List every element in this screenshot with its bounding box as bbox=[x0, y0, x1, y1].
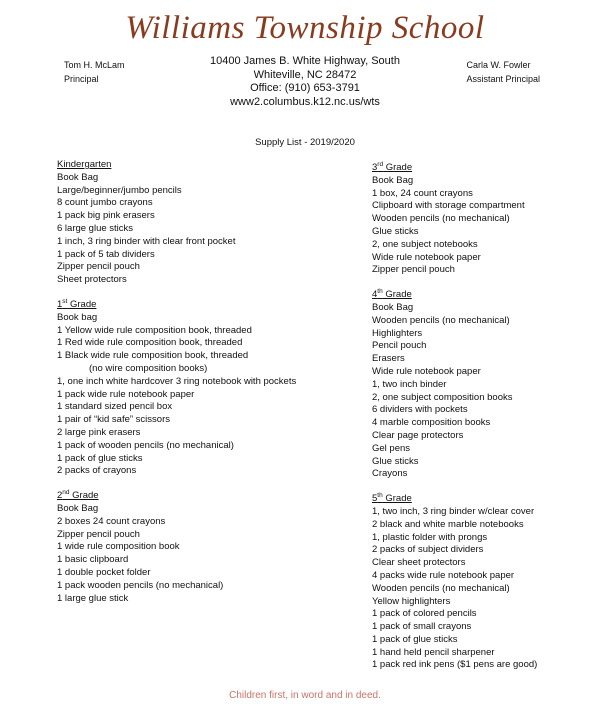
supply-item: Gel pens bbox=[372, 442, 411, 454]
first-grade-items bbox=[57, 312, 347, 478]
first-grade-section bbox=[57, 299, 347, 478]
supply-item: Highlighters bbox=[372, 327, 423, 339]
supply-item: 1 pack big pink erasers bbox=[57, 210, 155, 222]
supply-item: Wide rule notebook paper bbox=[372, 251, 481, 263]
supply-item: 1 pack of glue sticks bbox=[57, 452, 143, 464]
first-grade-heading: 1st Grade bbox=[57, 297, 97, 310]
supply-item: 2 packs of subject dividers bbox=[372, 544, 484, 556]
supply-item: 8 count jumbo crayons bbox=[57, 197, 153, 209]
second-grade-heading: 2nd Grade bbox=[57, 488, 99, 502]
supply-item: Glue sticks bbox=[372, 455, 419, 467]
supply-item: Crayons bbox=[372, 468, 408, 480]
supply-item: 1 hand held pencil sharpener bbox=[372, 646, 495, 658]
supply-item: Zipper pencil pouch bbox=[57, 528, 140, 540]
supply-item: 6 large glue sticks bbox=[57, 222, 134, 234]
supply-item: 1 inch, 3 ring binder with clear front pocket bbox=[57, 235, 236, 247]
supply-item: 1, one inch white hardcover 3 ring notebook with pockets bbox=[57, 375, 297, 387]
supply-item: 1, two inch binder bbox=[372, 378, 447, 390]
supply-item: 1 pack of colored pencils bbox=[372, 608, 477, 620]
supply-item: 1 large glue stick bbox=[57, 592, 129, 604]
supply-item: 1 pack wooden pencils (no mechanical) bbox=[57, 579, 224, 591]
supply-item: Large/beginner/jumbo pencils bbox=[57, 184, 182, 196]
supply-item: Clear sheet protectors bbox=[372, 557, 466, 569]
supply-item: Book Bag bbox=[57, 502, 99, 514]
kindergarten-items bbox=[57, 172, 347, 287]
supply-item: 1 Black wide rule composition book, threaded bbox=[57, 350, 249, 362]
supply-item: Book Bag bbox=[57, 171, 99, 183]
office-phone: Office: (910) 653-3791 bbox=[250, 82, 360, 94]
fourth-grade-heading: 4th Grade bbox=[372, 288, 412, 301]
kindergarten-section bbox=[57, 159, 347, 287]
supply-item: 1 pair of “kid safe” scissors bbox=[57, 414, 170, 426]
right-column bbox=[372, 162, 592, 684]
kindergarten-heading: Kindergarten bbox=[57, 159, 112, 170]
supply-item: Erasers bbox=[372, 353, 405, 365]
supply-item: 1 box, 24 count crayons bbox=[372, 187, 473, 199]
supply-item: 1 wide rule composition book bbox=[57, 541, 180, 553]
fourth-grade-section bbox=[372, 289, 592, 481]
supply-item: 2, one subject composition books bbox=[372, 391, 513, 403]
supply-item: 2 packs of crayons bbox=[57, 465, 137, 477]
supply-list-title: Supply List - 2019/2020 bbox=[255, 137, 355, 148]
fourth-grade-items bbox=[372, 302, 592, 481]
supply-item: 1 double pocket folder bbox=[57, 566, 151, 578]
supply-item: 1 basic clipboard bbox=[57, 554, 129, 566]
third-grade-items bbox=[372, 175, 592, 277]
supply-item: 1 standard sized pencil box bbox=[57, 401, 173, 413]
supply-item: 1, plastic folder with prongs bbox=[372, 531, 488, 543]
supply-item: Yellow highlighters bbox=[372, 595, 451, 607]
supply-item: Zipper pencil pouch bbox=[57, 261, 140, 273]
supply-item: Clipboard with storage compartment bbox=[372, 200, 525, 212]
supply-item: 1 pack of 5 tab dividers bbox=[57, 248, 155, 260]
fifth-grade-section bbox=[372, 493, 592, 672]
supply-item: 2 black and white marble notebooks bbox=[372, 518, 524, 530]
school-website: www2.columbus.k12.nc.us/wts bbox=[230, 95, 380, 108]
left-column bbox=[57, 159, 347, 617]
address-line2: Whiteville, NC 28472 bbox=[253, 68, 357, 81]
supply-item: Wooden pencils (no mechanical) bbox=[372, 213, 510, 225]
supply-item: Clear page protectors bbox=[372, 429, 464, 441]
address-line1: 10400 James B. White Highway, South bbox=[210, 55, 400, 67]
school-name: Williams Township School bbox=[125, 10, 485, 46]
supply-item: 1 pack of small crayons bbox=[372, 621, 472, 633]
supply-item: 2 large pink erasers bbox=[57, 426, 141, 438]
supply-item: 2, one subject notebooks bbox=[372, 238, 478, 250]
supply-item: 1 Yellow wide rule composition book, threaded bbox=[57, 324, 252, 336]
fifth-grade-heading: 5th Grade bbox=[372, 491, 412, 505]
supply-item: Wooden pencils (no mechanical) bbox=[372, 582, 510, 594]
third-grade-section bbox=[372, 162, 592, 277]
supply-item: 1 pack of wooden pencils (no mechanical) bbox=[57, 439, 234, 451]
supply-item: Glue sticks bbox=[372, 225, 419, 237]
supply-item: (no wire composition books) bbox=[89, 362, 208, 374]
supply-item: 1, two inch, 3 ring binder w/clear cover bbox=[372, 505, 535, 517]
supply-item: Sheet protectors bbox=[57, 274, 127, 286]
second-grade-items bbox=[57, 503, 347, 605]
supply-item: 1 Red wide rule composition book, threaded bbox=[57, 337, 243, 349]
supply-item: 1 pack red ink pens ($1 pens are good) bbox=[372, 659, 538, 671]
supply-item: 1 pack of glue sticks bbox=[372, 633, 458, 645]
assistant-principal-block bbox=[466, 58, 540, 86]
supply-item: Book Bag bbox=[372, 174, 414, 186]
supply-item: Wide rule notebook paper bbox=[372, 365, 481, 377]
supply-item: 2 boxes 24 count crayons bbox=[57, 515, 166, 527]
supply-item: 4 marble composition books bbox=[372, 417, 491, 429]
supply-item: Zipper pencil pouch bbox=[372, 264, 455, 276]
supply-item: 6 dividers with pockets bbox=[372, 404, 468, 416]
principal-name: Tom H. McLam bbox=[64, 60, 125, 70]
third-grade-heading: 3rd Grade bbox=[372, 160, 413, 173]
principal-title: Principal bbox=[64, 74, 99, 84]
assistant-name: Carla W. Fowler bbox=[466, 60, 531, 70]
supply-item: Book Bag bbox=[372, 301, 414, 313]
supply-item: 4 packs wide rule notebook paper bbox=[372, 569, 515, 581]
second-grade-section bbox=[57, 490, 347, 605]
supply-item: Wooden pencils (no mechanical) bbox=[372, 314, 510, 326]
school-motto-footer: Children first, in word and in deed. bbox=[229, 690, 381, 701]
supply-item: Pencil pouch bbox=[372, 340, 427, 352]
assistant-title: Assistant Principal bbox=[466, 74, 540, 84]
supply-item: 1 pack wide rule notebook paper bbox=[57, 388, 195, 400]
supply-item: Book bag bbox=[57, 311, 98, 323]
fifth-grade-items bbox=[372, 506, 592, 672]
